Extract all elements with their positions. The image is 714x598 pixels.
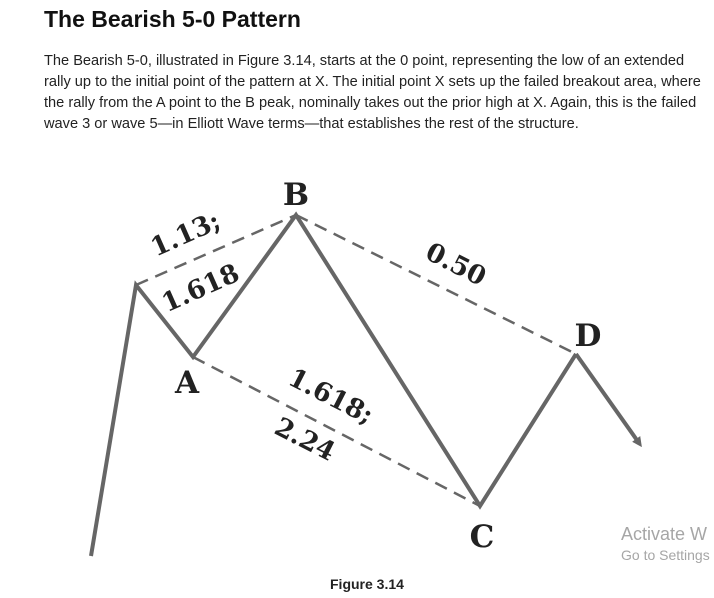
ratio-label-xab-bottom: 1.618 bbox=[157, 258, 245, 319]
point-label-a: A bbox=[174, 365, 200, 401]
watermark-settings-link[interactable]: Go to Settings bbox=[621, 547, 710, 563]
ratio-label-xab-top: 1.13; bbox=[146, 206, 226, 264]
projection-arrow bbox=[576, 354, 639, 443]
dashed-line-a-c bbox=[193, 357, 480, 506]
dashed-line-b-d bbox=[296, 215, 576, 354]
figure-caption: Figure 3.14 bbox=[330, 576, 404, 592]
point-label-d: D bbox=[574, 318, 602, 354]
ratio-label-bd: 0.50 bbox=[420, 237, 491, 293]
point-label-b: B bbox=[282, 177, 310, 213]
pattern-legs bbox=[91, 215, 576, 556]
ratio-label-ac-bottom: 2.24 bbox=[269, 412, 340, 468]
body-paragraph: The Bearish 5-0, illustrated in Figure 3.14, starts at the 0 point, representing the low of an extended rally up to the initial point of the pattern at X. The initial point X sets up the failed breakout area, where the rally from the A point to the B peak, nominally takes out the prior high at X. Again, this is the failed wave 3 or wave 5—in Elliott Wave terms—that establishes the rest of the structure. bbox=[44, 53, 701, 132]
dashed-ratio-lines bbox=[136, 215, 576, 506]
ratio-label-ac-top: 1.618; bbox=[283, 362, 378, 431]
activation-watermark bbox=[621, 522, 710, 564]
dashed-line-x-b bbox=[136, 215, 296, 285]
section-title: The Bearish 5-0 Pattern bbox=[44, 6, 301, 32]
watermark-title: Activate W bbox=[621, 524, 708, 544]
point-label-c: C bbox=[469, 519, 495, 555]
price-path bbox=[91, 215, 639, 556]
